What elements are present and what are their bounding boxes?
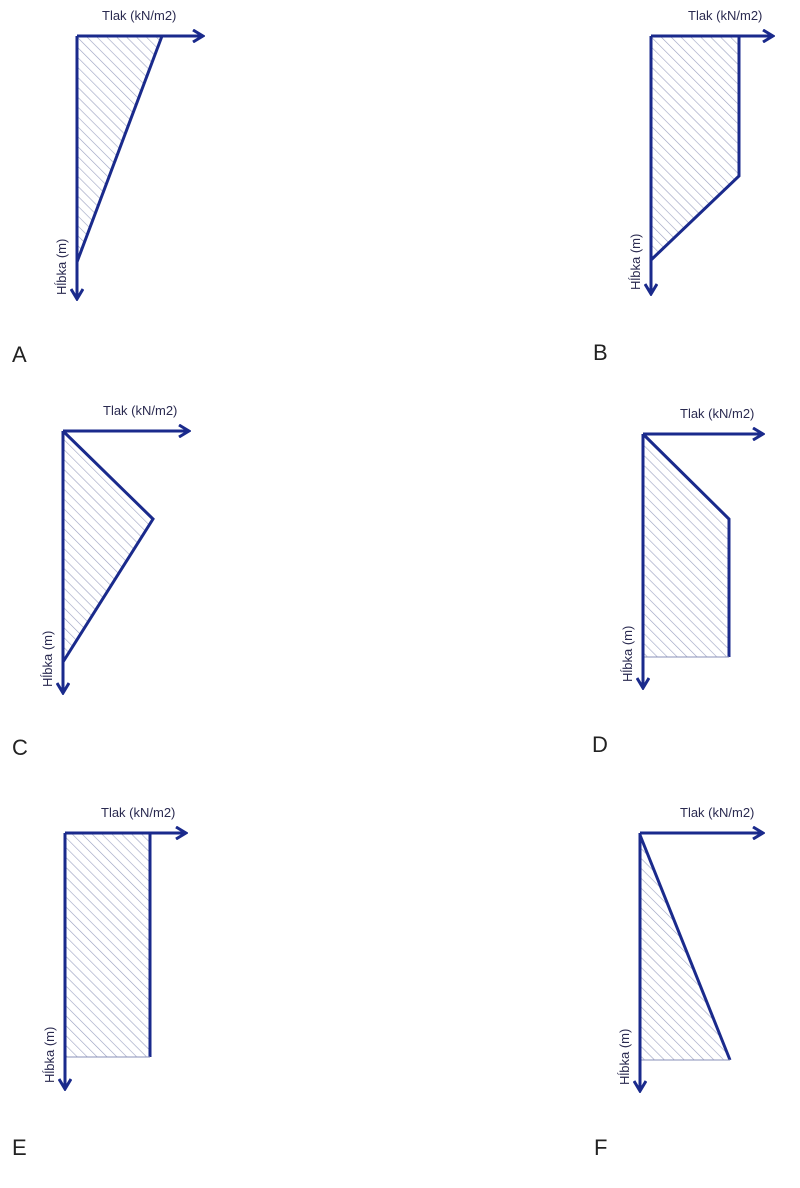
y-axis-label-b: Hĺbka (m): [628, 233, 643, 290]
x-axis-label-b: Tlak (kN/m2): [688, 8, 763, 23]
y-axis-label-d: Hĺbka (m): [620, 625, 635, 682]
pressure-area-c: [63, 431, 153, 662]
panel-letter-e: E: [12, 1135, 27, 1160]
panel-c: [12, 403, 188, 760]
panel-letter-c: C: [12, 735, 28, 760]
y-axis-label-f: Hĺbka (m): [617, 1028, 632, 1085]
y-axis-label-c: Hĺbka (m): [40, 630, 55, 687]
panel-letter-b: B: [593, 340, 608, 365]
x-axis-label-a: Tlak (kN/m2): [102, 8, 177, 23]
panel-d: [592, 406, 762, 757]
pressure-area-d: [643, 434, 729, 657]
x-axis-label-f: Tlak (kN/m2): [680, 805, 755, 820]
panel-letter-a: A: [12, 342, 27, 367]
x-axis-label-e: Tlak (kN/m2): [101, 805, 176, 820]
panel-letter-d: D: [592, 732, 608, 757]
panel-b: [593, 8, 772, 365]
x-axis-label-c: Tlak (kN/m2): [103, 403, 178, 418]
x-axis-label-d: Tlak (kN/m2): [680, 406, 755, 421]
panel-a: [12, 8, 202, 367]
pressure-area-b: [651, 36, 739, 260]
panel-letter-f: F: [594, 1135, 608, 1160]
panel-f: [594, 805, 762, 1160]
y-axis-label-e: Hĺbka (m): [42, 1026, 57, 1083]
y-axis-label-a: Hĺbka (m): [54, 238, 69, 295]
panel-e: [12, 805, 185, 1160]
pressure-area-e: [65, 833, 150, 1057]
